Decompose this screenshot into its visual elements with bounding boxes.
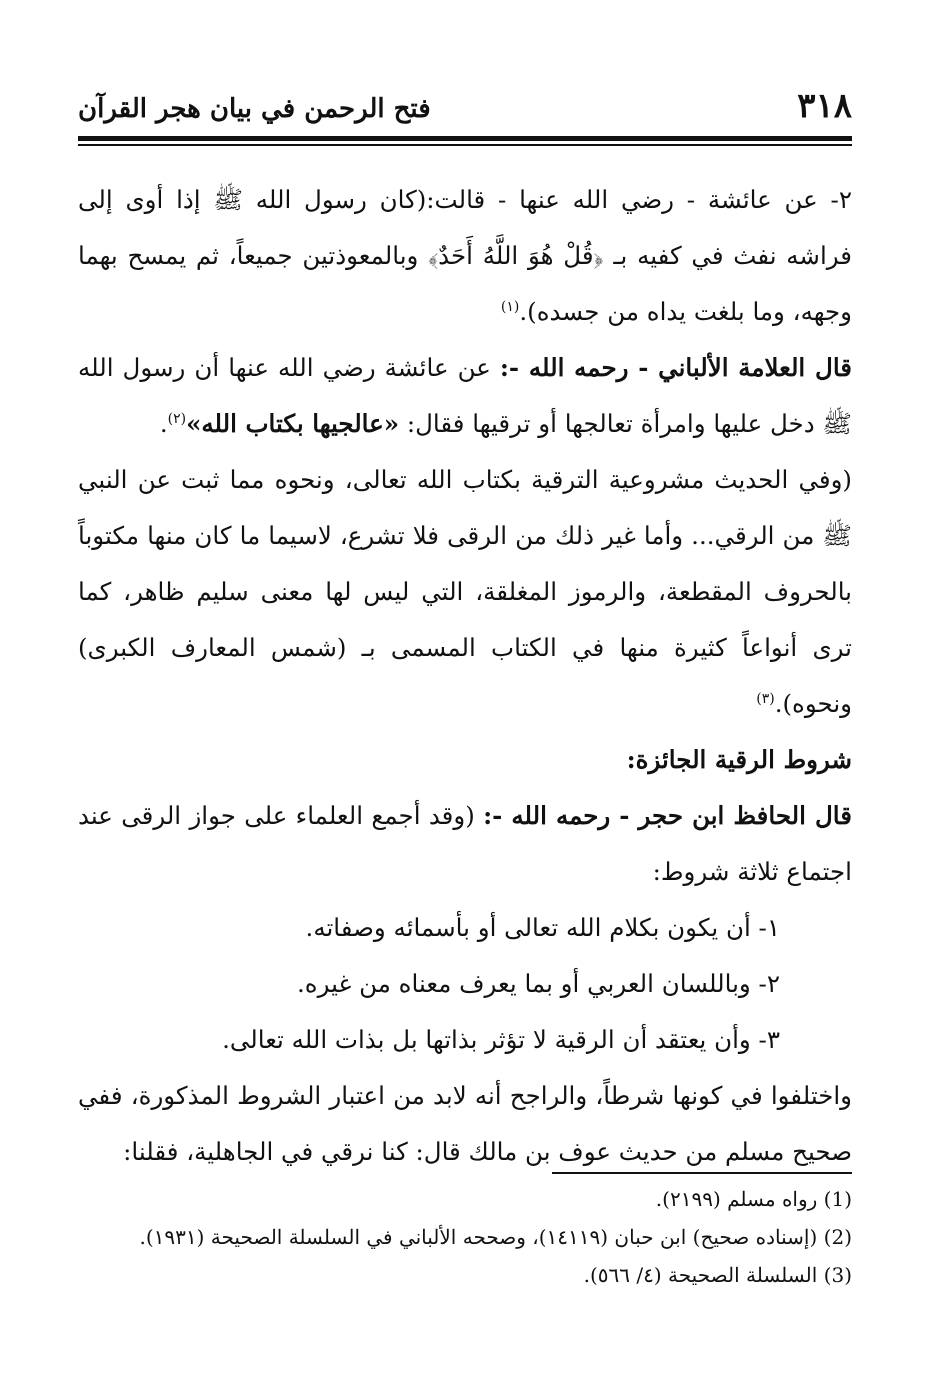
paragraph-text: (وقد أجمع العلماء على جواز الرقى عند اجتماع ثلاثة شروط: (78, 801, 852, 886)
page-number: ٣١٨ (797, 86, 852, 126)
main-text (78, 172, 852, 1180)
running-title: فتح الرحمن في بيان هجر القرآن (78, 94, 431, 124)
paragraph-hadith-aisha (78, 172, 852, 340)
paragraph-albani (78, 340, 852, 452)
footnote-3: (3) السلسلة الصحيحة (٤/ ٥٦٦). (583, 1263, 852, 1287)
footnote-separator (552, 1172, 852, 1174)
header-rule-thin (78, 144, 852, 146)
paragraph-text: ٢- عن عائشة - رضي الله عنها - قالت:(كان رسول الله ﷺ إذا أوى إلى فراشه نفث في كفيه بـ ﴿قُلْ هُوَ اللَّهُ أَحَدٌ﴾ وبالمعوذتين جميعاً، ثم يمسح بهما وجهه، وما بلغت يداه من جسده). (78, 185, 852, 326)
page-header (78, 86, 852, 132)
header-rule-thick (78, 136, 852, 141)
paragraph-commentary (78, 452, 852, 732)
condition-item: ١- أن يكون بكلام الله تعالى أو بأسمائه وصفاته. (305, 913, 780, 942)
footnote-2: (2) (إسناده صحيح) ابن حبان (١٤١١٩)، وصححه الألباني في السلسلة الصحيحة (١٩٣١). (139, 1225, 852, 1249)
speaker-albani: قال العلامة الألباني - رحمه الله -: (499, 353, 852, 382)
section-heading: شروط الرقية الجائزة: (626, 745, 852, 774)
footnotes (78, 1180, 852, 1294)
speaker-ibn-hajar: قال الحافظ ابن حجر - رحمه الله -: (483, 801, 852, 830)
footnote-ref-3[interactable]: (٣) (756, 690, 775, 707)
footnote-ref-1[interactable]: (١) (500, 298, 520, 315)
prophet-quote: «عالجيها بكتاب الله» (186, 409, 400, 438)
paragraph-disagreement: واختلفوا في كونها شرطاً، والراجح أنه لابد من اعتبار الشروط المذكورة، ففي صحيح مسلم من حديث عوف بن مالك قال: كنا نرقي في الجاهلية، فقلنا: (78, 1081, 852, 1166)
condition-item: ٢- وباللسان العربي أو بما يعرف معناه من غيره. (296, 969, 780, 998)
paragraph-end: . (159, 409, 168, 438)
paragraph-ibn-hajar (78, 788, 852, 900)
footnote-1: (1) رواه مسلم (٢١٩٩). (655, 1187, 852, 1211)
paragraph-text: (وفي الحديث مشروعية الترقية بكتاب الله تعالى، ونحوه مما ثبت عن النبي ﷺ من الرقي... وأما غير ذلك من الرقى فلا تشرع، لاسيما ما كان منها مكتوباً بالحروف المقطعة، والرموز المغلقة، التي ليس لها معنى سليم ظاهر، كما ترى أنواعاً كثيرة منها في الكتاب المسمى بـ (شمس المعارف الكبرى) ونحوه). (78, 465, 852, 718)
paragraph-text: عن عائشة رضي الله عنها أن رسول الله ﷺ دخل عليها وامرأة تعالجها أو ترقيها فقال: (78, 353, 852, 438)
footnote-ref-2[interactable]: (٢) (167, 410, 187, 427)
condition-item: ٣- وأن يعتقد أن الرقية لا تؤثر بذاتها بل بذات الله تعالى. (222, 1025, 780, 1054)
